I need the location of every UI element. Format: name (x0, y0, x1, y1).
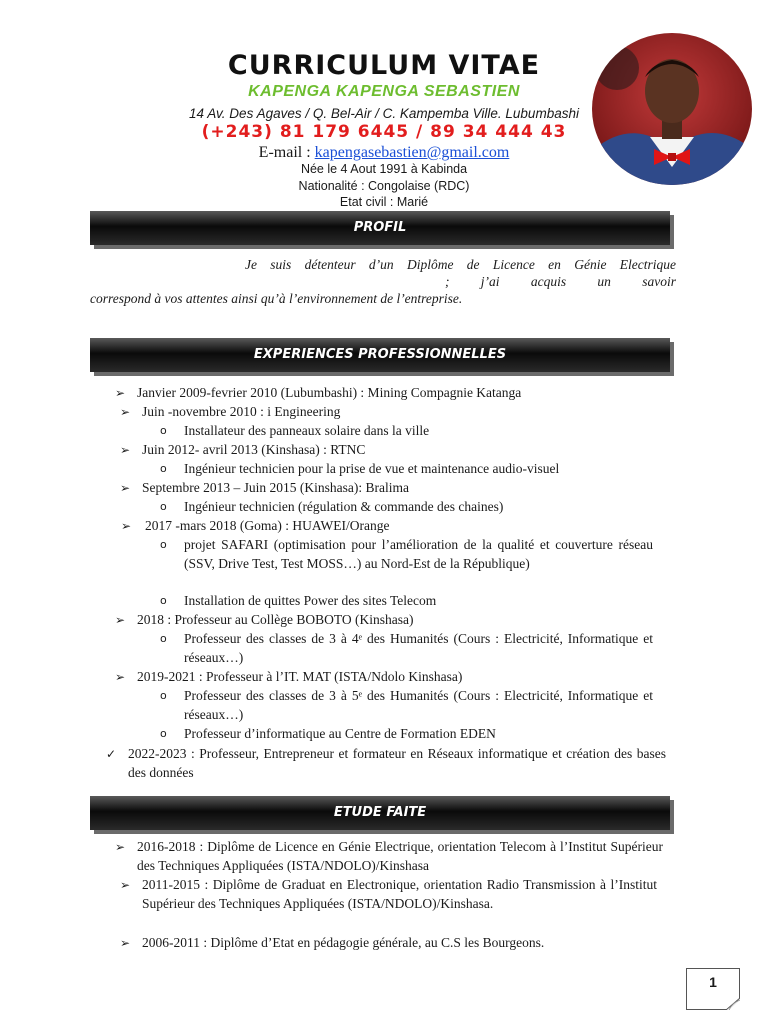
arrow-bullet-icon: ➢ (115, 613, 126, 627)
list-item: ➢ Juin 2012- avril 2013 (Kinshasa) : RTNC (142, 441, 677, 460)
arrow-bullet-icon: ➢ (121, 519, 132, 533)
civil-status-info: Etat civil : Marié (339, 195, 429, 209)
page-number-value: 1 (709, 974, 717, 990)
list-item: ➢ Juin -novembre 2010 : i Engineering (142, 403, 677, 422)
list-item: ➢ Septembre 2013 – Juin 2015 (Kinshasa): Bralima (142, 479, 677, 498)
circle-bullet-icon: o (160, 424, 167, 437)
sub-item: o Professeur des classes de 3 à 5ᵉ des Humanités (Cours : Electricité, Informatique et réseaux…) (160, 688, 653, 722)
email-link[interactable]: kapengasebastien@gmail.com (314, 144, 510, 161)
page-number (686, 968, 740, 1010)
circle-bullet-icon: o (160, 500, 167, 513)
list-item: ➢ 2006-2011 : Diplôme d’Etat en pédagogie générale, au C.S les Bourgeons. (142, 934, 662, 953)
email-label: E-mail : (258, 144, 311, 161)
birth-info: Née le 4 Aout 1991 à Kabinda (300, 162, 468, 176)
arrow-bullet-icon: ➢ (120, 405, 131, 419)
list-item: ➢ 2011-2015 : Diplôme de Graduat en Electronique, orientation Radio Transmission à l’Institut Supérieur des Techniques Appliquées (ISTA/NDOLO)/Kinshasa. (120, 877, 657, 911)
sub-item: o Installateur des panneaux solaire dans la ville (184, 422, 654, 441)
list-item: ➢ 2017 -mars 2018 (Goma) : HUAWEI/Orange (145, 517, 677, 536)
arrow-bullet-icon: ➢ (120, 443, 131, 457)
circle-bullet-icon: o (160, 462, 167, 475)
list-item: ➢ 2019-2021 : Professeur à l’IT. MAT (ISTA/Ndolo Kinshasa) (137, 668, 677, 687)
profile-line-3: correspond à vos attentes ainsi qu’à l’environnement de l’entreprise. (90, 291, 463, 306)
circle-bullet-icon: o (160, 538, 167, 551)
sub-item: o Installation de quittes Power des sites Telecom (184, 592, 654, 611)
sub-item: o projet SAFARI (optimisation pour l’amélioration de la qualité et couverture réseau (SSV, Drive Test, Test MOSS…) au Nord-Est de la République) (160, 537, 653, 571)
list-item: ➢ Janvier 2009-fevrier 2010 (Lubumbashi) : Mining Compagnie Katanga (137, 384, 677, 403)
arrow-bullet-icon: ➢ (120, 936, 131, 950)
address: 14 Av. Des Agaves / Q. Bel-Air / C. Kampemba Ville. Lubumbashi (189, 106, 579, 121)
sub-item: o Professeur d’informatique au Centre de Formation EDEN (184, 725, 654, 744)
profile-photo (592, 33, 752, 185)
profile-line-1: Je suis détenteur d’un Diplôme de Licence en Génie Electrique (245, 257, 676, 272)
circle-bullet-icon: o (160, 727, 167, 740)
sub-item: o Ingénieur technicien (régulation & commande des chaines) (184, 498, 654, 517)
section-header-profil: PROFIL (90, 211, 670, 245)
page-title: CURRICULUM VITAE (227, 50, 541, 81)
page-curl-icon (726, 998, 740, 1010)
phone-number: (+243) 81 179 6445 / 89 34 444 43 (201, 122, 567, 142)
check-bullet-icon: ✓ (106, 747, 117, 761)
arrow-bullet-icon: ➢ (120, 481, 131, 495)
profile-text (90, 256, 676, 307)
sub-item: o Professeur des classes de 3 à 4ᵉ des Humanités (Cours : Electricité, Informatique et réseaux…) (160, 631, 653, 665)
circle-bullet-icon: o (160, 689, 167, 702)
nationality-info: Nationalité : Congolaise (RDC) (298, 179, 470, 193)
section-header-etude: ETUDE FAITE (90, 796, 670, 830)
section-header-experiences: EXPERIENCES PROFESSIONNELLES (90, 338, 670, 372)
candidate-name: KAPENGA KAPENGA SEBASTIEN (248, 83, 520, 100)
list-item: ➢ 2018 : Professeur au Collège BOBOTO (Kinshasa) (137, 611, 677, 630)
arrow-bullet-icon: ➢ (120, 878, 131, 892)
arrow-bullet-icon: ➢ (115, 840, 126, 854)
circle-bullet-icon: o (160, 632, 167, 645)
arrow-bullet-icon: ➢ (115, 670, 126, 684)
circle-bullet-icon: o (160, 594, 167, 607)
list-item: ✓ 2022-2023 : Professeur, Entrepreneur et formateur en Réseaux informatique et création des bases des données (106, 746, 666, 780)
list-item: ➢ 2016-2018 : Diplôme de Licence en Génie Electrique, orientation Telecom à l’Institut Supérieur des Techniques Appliquées (ISTA/NDOLO)/Kinshasa (115, 839, 663, 873)
sub-item: o Ingénieur technicien pour la prise de vue et maintenance audio-visuel (184, 460, 654, 479)
arrow-bullet-icon: ➢ (115, 386, 126, 400)
profile-line-2: ; j’ai acquis un savoir (445, 274, 676, 289)
